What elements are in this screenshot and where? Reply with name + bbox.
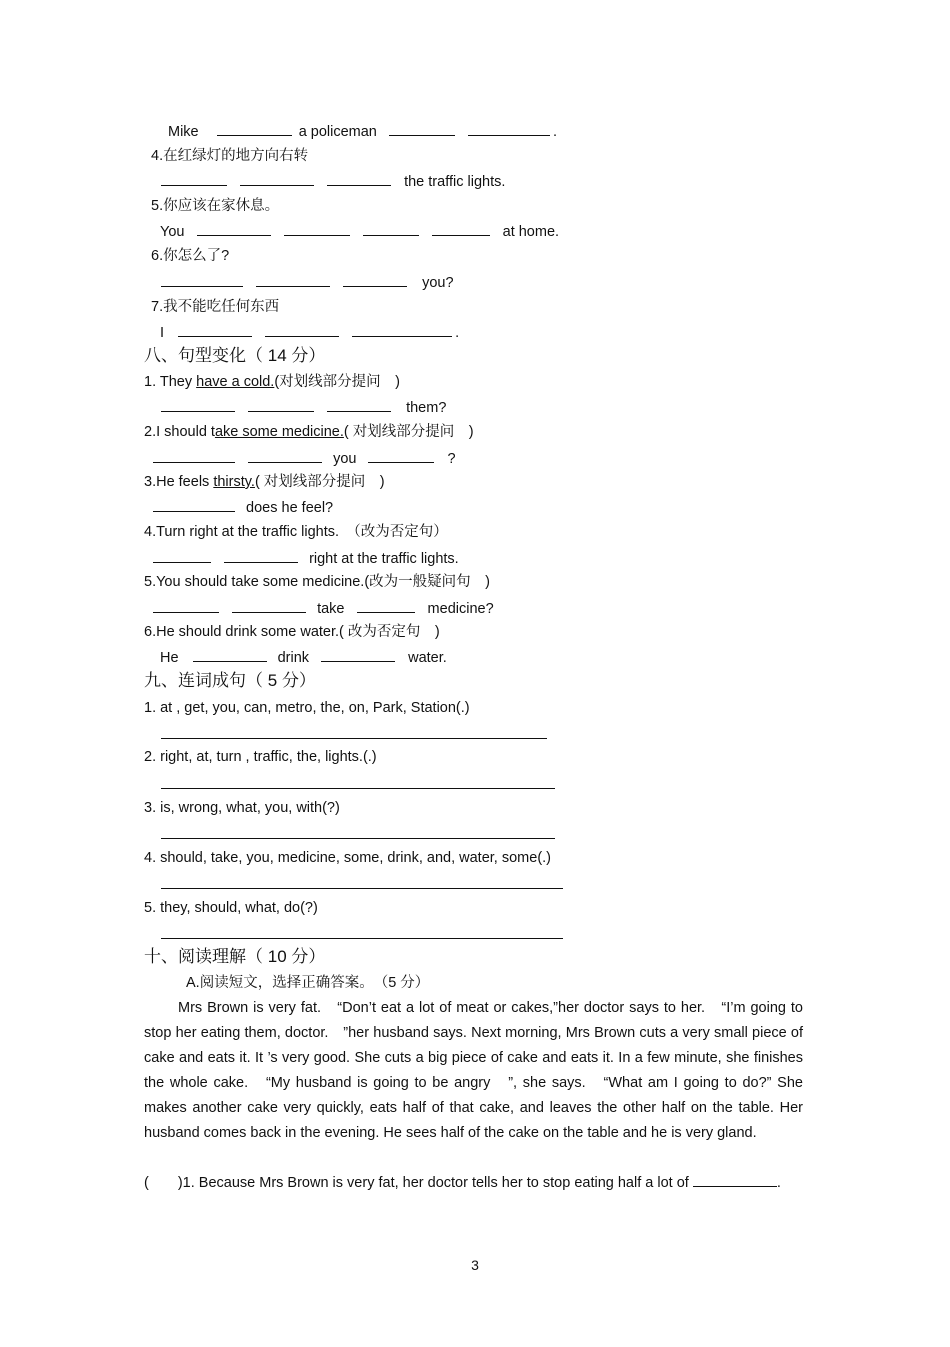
answer-blank[interactable] <box>224 549 298 563</box>
page-number: 3 <box>471 1257 479 1273</box>
answer-blank[interactable] <box>432 222 490 236</box>
answer-blank[interactable] <box>153 498 235 512</box>
s8-q3-answer: does he feel? <box>150 498 333 517</box>
answer-blank[interactable] <box>389 122 455 136</box>
answer-blank[interactable] <box>153 449 235 463</box>
answer-line[interactable] <box>161 788 555 789</box>
reading-passage: Mrs Brown is very fat. “Don’t eat a lot of meat or cakes,”her doctor says to her. “I’m going to stop her eating them, doctor. ”her husband says. Next morning, Mrs Brown cuts a very small piece of cake and eats it. It ’s very good. She cuts a big piece of cake and eats it. In a few minute, she finishes the whole cake. “My husband is going to be angry ”, she says. “What am I going to do?” She makes another cake very quickly, eats half of that cake, and leaves the other half on the table. Her husband comes back in the evening. He sees half of the cake on the table and he is very gland. <box>144 1000 803 1141</box>
answer-blank[interactable] <box>693 1173 777 1187</box>
s9-q5: 5. they, should, what, do(?) <box>144 900 318 916</box>
answer-blank[interactable] <box>248 449 322 463</box>
answer-line[interactable] <box>161 888 563 889</box>
s8-q3: 3.He feels thirsty.( 对划线部分提问 ) <box>144 474 385 490</box>
answer-blank[interactable] <box>193 648 267 662</box>
answer-blank[interactable] <box>363 222 419 236</box>
answer-blank[interactable] <box>327 398 391 412</box>
answer-blank[interactable] <box>232 599 306 613</box>
answer-blank[interactable] <box>357 599 415 613</box>
answer-blank[interactable] <box>265 323 339 337</box>
q5-answer-line: You at home. <box>160 224 560 240</box>
s8-q4-answer: right at the traffic lights. <box>150 549 459 568</box>
s8-q6-answer: He drink water. <box>160 650 447 666</box>
answer-line[interactable] <box>161 838 555 839</box>
answer-blank[interactable] <box>217 122 292 136</box>
answer-blank[interactable] <box>153 549 211 563</box>
q5-chinese: 5.你应该在家休息。 <box>151 198 280 214</box>
answer-line[interactable] <box>161 738 547 739</box>
s8-q2: 2.I should take some medicine.( 对划线部分提问 ) <box>144 424 474 440</box>
q6-chinese: 6.你怎么了? <box>151 248 230 264</box>
answer-blank[interactable] <box>161 398 235 412</box>
s9-q1: 1. at , get, you, can, metro, the, on, Park, Station(.) <box>144 700 470 716</box>
answer-blank[interactable] <box>468 122 550 136</box>
answer-blank[interactable] <box>321 648 395 662</box>
answer-blank[interactable] <box>161 172 227 186</box>
answer-line[interactable] <box>161 938 563 939</box>
answer-blank[interactable] <box>343 273 407 287</box>
q6-answer-line: you? <box>158 273 454 292</box>
section9-heading: 九、连词成句（ 5 分） <box>144 671 316 690</box>
answer-blank[interactable] <box>284 222 350 236</box>
section10-heading: 十、阅读理解（ 10 分） <box>144 947 326 966</box>
answer-blank[interactable] <box>248 398 314 412</box>
section8-heading: 八、句型变化（ 14 分） <box>144 346 326 365</box>
q4-answer-line: the traffic lights. <box>158 172 505 191</box>
q7-answer-line: I . <box>160 325 460 341</box>
s8-q4: 4.Turn right at the traffic lights. （改为否定句） <box>144 524 448 540</box>
s8-q1-answer: them? <box>158 398 446 417</box>
s8-q5-answer: take medicine? <box>150 599 494 618</box>
answer-blank[interactable] <box>153 599 219 613</box>
answer-blank[interactable] <box>197 222 271 236</box>
s8-q2-answer: you ? <box>150 449 456 468</box>
q3-answer-line: Mike a policeman . <box>168 124 557 140</box>
answer-blank[interactable] <box>178 323 252 337</box>
answer-blank[interactable] <box>256 273 330 287</box>
reading-q1: ( )1. Because Mrs Brown is very fat, her doctor tells her to stop eating half a lot of . <box>144 1175 781 1191</box>
s10-subheading: A.阅读短文，选择正确答案。 （5 分） <box>186 975 430 991</box>
answer-blank[interactable] <box>240 172 314 186</box>
s8-q5: 5.You should take some medicine.(改为一般疑问句 ) <box>144 574 490 590</box>
answer-blank[interactable] <box>368 449 434 463</box>
s9-q4: 4. should, take, you, medicine, some, drink, and, water, some(.) <box>144 850 551 866</box>
answer-blank[interactable] <box>161 273 243 287</box>
s9-q2: 2. right, at, turn , traffic, the, lights.(.) <box>144 749 377 765</box>
s8-q1: 1. They have a cold.(对划线部分提问 ) <box>144 374 400 390</box>
answer-blank[interactable] <box>327 172 391 186</box>
answer-blank[interactable] <box>352 323 452 337</box>
q4-chinese: 4.在红绿灯的地方向右转 <box>151 148 309 164</box>
s8-q6: 6.He should drink some water.( 改为否定句 ) <box>144 624 440 640</box>
q7-chinese: 7.我不能吃任何东西 <box>151 299 280 315</box>
s9-q3: 3. is, wrong, what, you, with(?) <box>144 800 340 816</box>
